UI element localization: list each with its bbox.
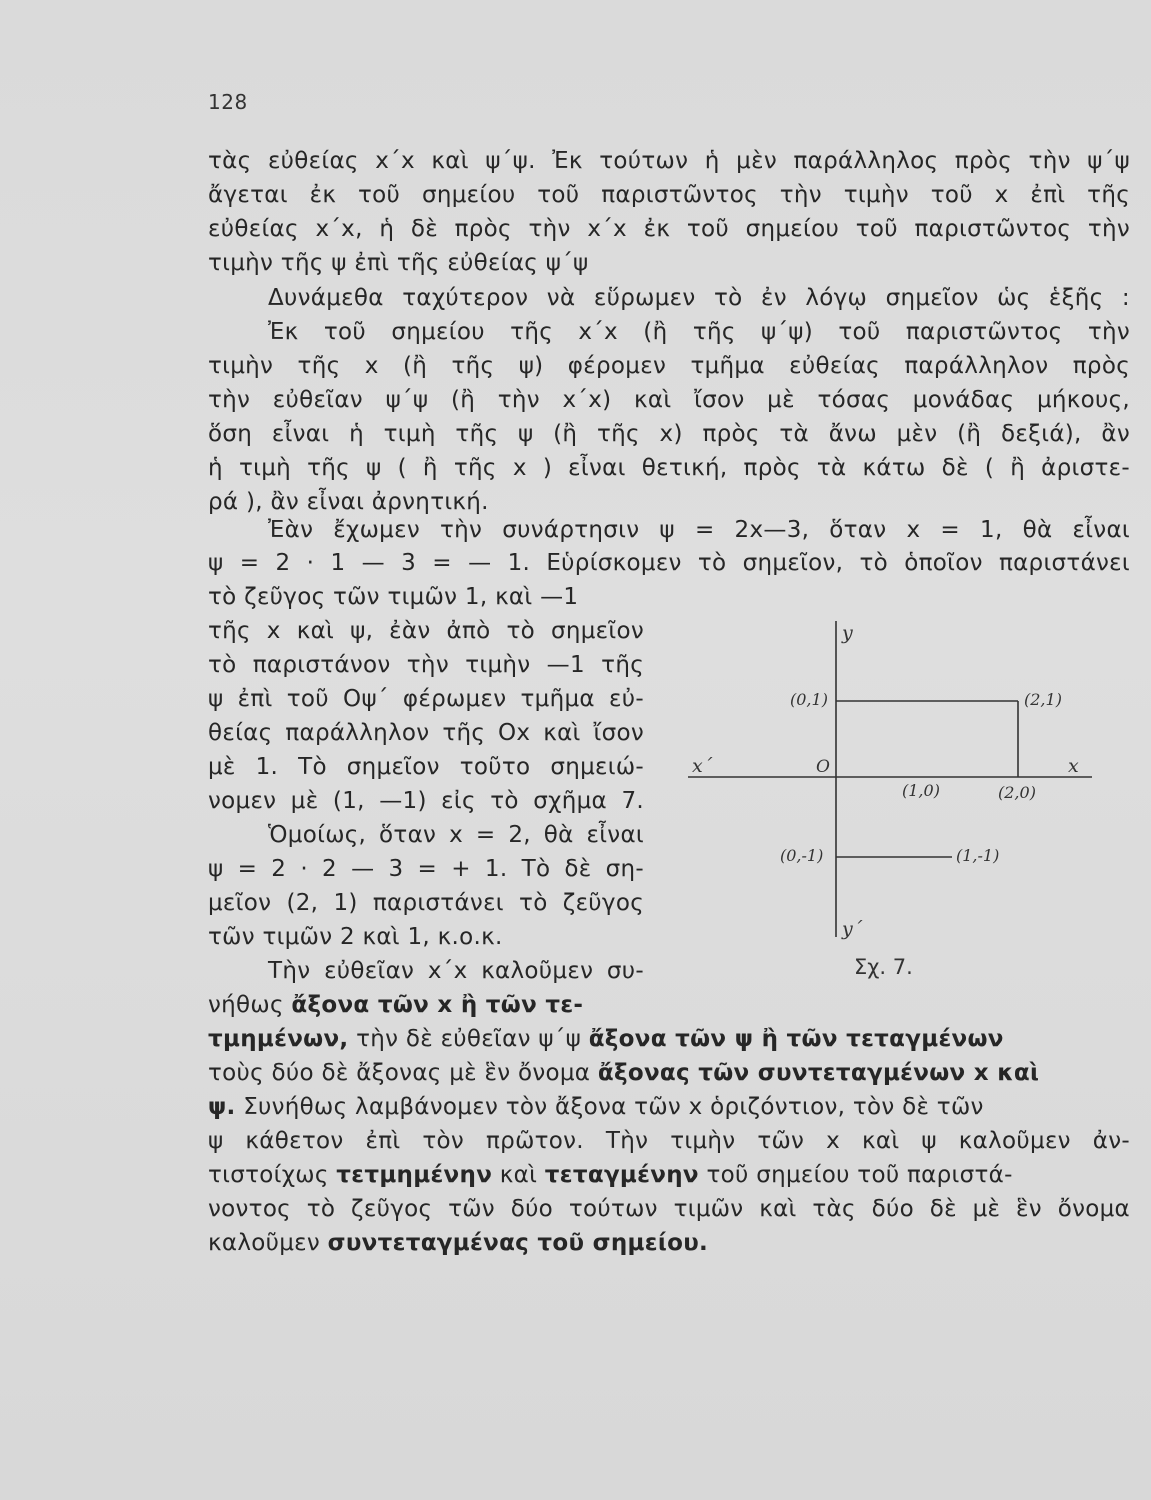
text-line: μεῖον (2, 1) παριστάνει τὸ ζεῦγος (208, 890, 644, 916)
text-line: ψ = 2 · 2 — 3 = + 1. Τὸ δὲ ση- (208, 856, 644, 882)
text-line (208, 1158, 1130, 1192)
text-line: θείας παράλληλον τῆς Ox καὶ ἴσον (208, 720, 644, 746)
bold-term: τμημένων, (208, 1026, 349, 1052)
text-line: τῆς x καὶ ψ, ἐὰν ἀπὸ τὸ σημεῖον (208, 618, 644, 644)
text-line: ψ ἐπὶ τοῦ Οψ΄ φέρωμεν τμῆμα εὐ- (208, 686, 644, 712)
bold-term: τεταγμένην (544, 1162, 699, 1188)
text-line: τιμὴν τῆς x (ἢ τῆς ψ) φέρομεν τμῆμα εὐθείας παράλληλον πρὸς (208, 353, 1130, 379)
text-line: Δυνάμεθα ταχύτερον νὰ εὕρωμεν τὸ ἐν λόγῳ σημεῖον ὡς ἑξῆς : (268, 285, 1130, 311)
text-line: ἄγεται ἐκ τοῦ σημείου τοῦ παριστῶντος τὴν τιμὴν τοῦ x ἐπὶ τῆς (208, 182, 1130, 208)
page-number: 128 (208, 90, 248, 114)
text-line: ψ = 2 · 1 — 3 = — 1. Εὑρίσκομεν τὸ σημεῖον, τὸ ὁποῖον παριστάνει (208, 550, 1130, 576)
bold-term: ψ. (208, 1094, 236, 1120)
text-line: ρά ), ἂν εἶναι ἀρνητική. (208, 489, 489, 515)
bold-term: ἄξονα τῶν ψ ἢ τῶν τεταγμένων (588, 1026, 1004, 1052)
text-line: Τὴν εὐθεῖαν x΄x καλοῦμεν συ- (268, 958, 644, 984)
text-line (208, 988, 644, 1022)
coordinate-figure (680, 615, 1100, 985)
label-point-2-0: (2,0) (998, 783, 1036, 802)
label-point-1-0: (1,0) (902, 781, 940, 800)
figure-caption: Σχ. 7. (854, 955, 913, 979)
bold-term: τετμημένην (336, 1162, 493, 1188)
bold-term: ἄξονα τῶν x ἢ τῶν τε- (291, 992, 584, 1018)
label-y: y (842, 622, 853, 644)
text-line: νοντος τὸ ζεῦγος τῶν δύο τούτων τιμῶν καὶ τὰς δύο δὲ μὲ ἓν ὄνομα (208, 1196, 1130, 1222)
text-line (208, 1090, 1130, 1124)
text-span: καλοῦμεν (208, 1230, 328, 1256)
text-line: ὅση εἶναι ἡ τιμὴ τῆς ψ (ἢ τῆς x) πρὸς τὰ ἄνω μὲν (ἢ δεξιά), ἂν (208, 421, 1130, 447)
text-line: εὐθείας x΄x, ἡ δὲ πρὸς τὴν x΄x ἐκ τοῦ σημείου τοῦ παριστῶντος τὴν (208, 216, 1130, 242)
text-line: τῶν τιμῶν 2 καὶ 1, κ.ο.κ. (208, 924, 503, 950)
text-line: Ἐκ τοῦ σημείου τῆς x΄x (ἢ τῆς ψ΄ψ) τοῦ παριστῶντος τὴν (268, 319, 1130, 345)
text-span: τοῦ σημείου τοῦ παριστά- (698, 1162, 1013, 1188)
text-line: Ὁμοίως, ὅταν x = 2, θὰ εἶναι (268, 822, 644, 848)
text-line: τὰς εὐθείας x΄x καὶ ψ΄ψ. Ἐκ τούτων ἡ μὲν παράλληλος πρὸς τὴν ψ΄ψ (208, 148, 1130, 174)
text-span: Συνήθως λαμβάνομεν τὸν ἄξονα τῶν x ὁριζόντιον, τὸν δὲ τῶν (235, 1094, 984, 1120)
text-line: τὸ παριστάνον τὴν τιμὴν —1 τῆς (208, 652, 644, 678)
label-point-1-minus1: (1,-1) (956, 846, 1000, 865)
text-span: τὴν δὲ εὐθεῖαν ψ΄ψ (348, 1026, 589, 1052)
text-span: νήθως (208, 992, 292, 1018)
text-line: ψ κάθετον ἐπὶ τὸν πρῶτον. Τὴν τιμὴν τῶν x καὶ ψ καλοῦμεν ἀν- (208, 1128, 1130, 1154)
text-line: τὸ ζεῦγος τῶν τιμῶν 1, καὶ —1 (208, 584, 579, 610)
label-x: x (1068, 755, 1079, 777)
text-line (208, 1022, 1130, 1056)
label-point-0-1: (0,1) (790, 690, 828, 709)
label-x-prime: x΄ (692, 755, 713, 777)
label-y-prime: y΄ (842, 918, 863, 940)
text-span: τοὺς δύο δὲ ἄξονας μὲ ἓν ὄνομα (208, 1060, 598, 1086)
text-line: τιμὴν τῆς ψ ἐπὶ τῆς εὐθείας ψ΄ψ (208, 250, 589, 276)
text-line: μὲ 1. Τὸ σημεῖον τοῦτο σημειώ- (208, 754, 644, 780)
text-line: ἡ τιμὴ τῆς ψ ( ἢ τῆς x ) εἶναι θετική, πρὸς τὰ κάτω δὲ ( ἢ ἀριστε- (208, 455, 1130, 481)
bold-term: συντεταγμένας τοῦ σημείου. (327, 1230, 709, 1256)
text-line: νομεν μὲ (1, —1) εἰς τὸ σχῆμα 7. (208, 788, 644, 814)
text-line (208, 1226, 1130, 1260)
label-point-0-minus1: (0,-1) (780, 846, 824, 865)
text-line (208, 1056, 1130, 1090)
label-point-2-1: (2,1) (1024, 690, 1062, 709)
text-span: τιστοίχως (208, 1162, 337, 1188)
bold-term: ἄξονας τῶν συντεταγμένων x καὶ (597, 1060, 1040, 1086)
text-span: καὶ (492, 1162, 545, 1188)
text-line: τὴν εὐθεῖαν ψ΄ψ (ἢ τὴν x΄x) καὶ ἴσον μὲ τόσας μονάδας μήκους, (208, 387, 1130, 413)
text-line: Ἐὰν ἔχωμεν τὴν συνάρτησιν ψ = 2x—3, ὅταν x = 1, θὰ εἶναι (268, 517, 1130, 543)
label-origin: O (816, 757, 830, 777)
